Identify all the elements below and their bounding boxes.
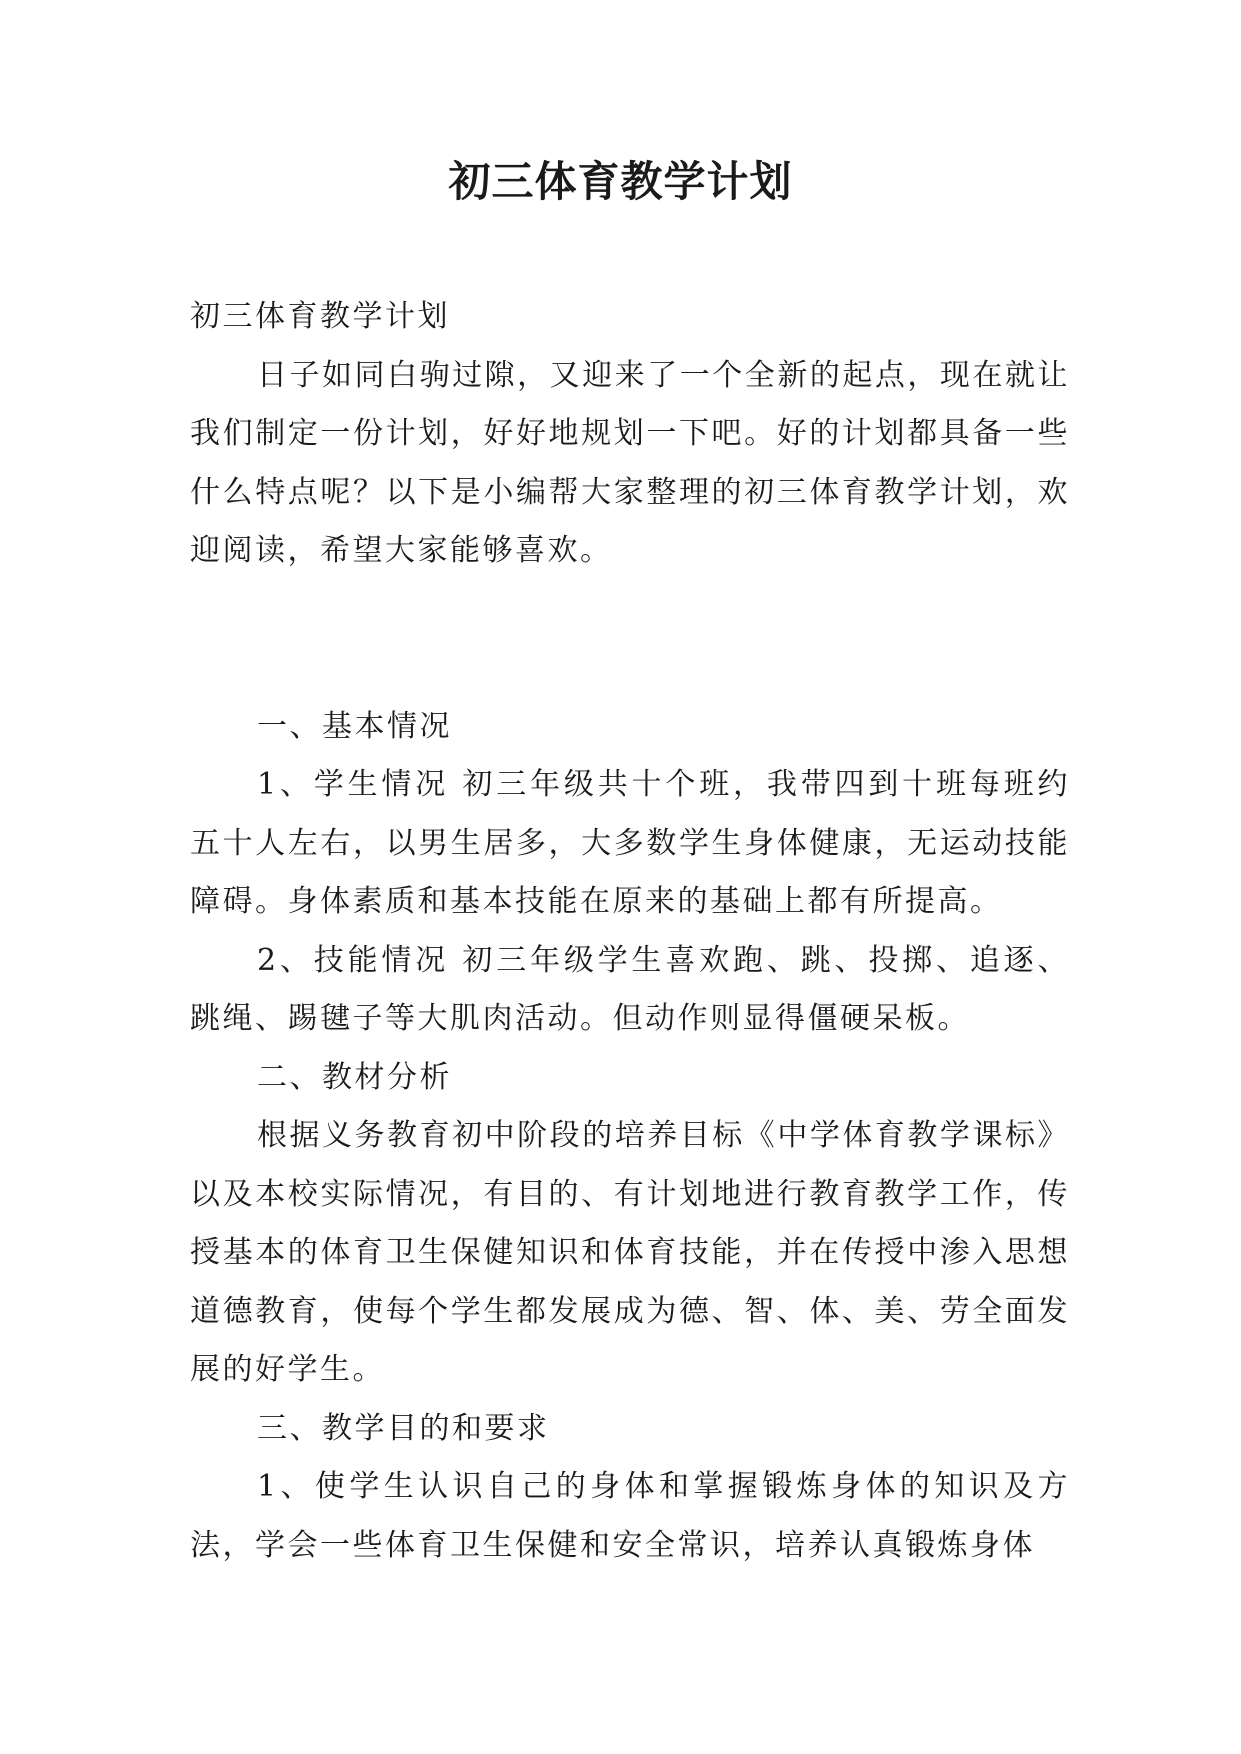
intro-paragraph: 日子如同白驹过隙，又迎来了一个全新的起点，现在就让我们制定一份计划，好好地规划一下吧。好的计划都具备一些什么特点呢？以下是小编帮大家整理的初三体育教学计划，欢迎阅读，希望大家能够喜欢。 [190, 357, 1070, 568]
section-heading-basic: 一、基本情况 [257, 708, 452, 744]
document-title: 初三体育教学计划 [448, 157, 793, 206]
section-heading-goals: 三、教学目的和要求 [257, 1410, 550, 1446]
paragraph-gap [190, 581, 1070, 698]
paragraph-student-situation: 1、学生情况 初三年级共十个班，我带四到十班每班约五十人左右，以男生居多，大多数学生身体健康，无运动技能障碍。身体素质和基本技能在原来的基础上都有所提高。 [190, 767, 1070, 919]
paragraph-materials-analysis: 根据义务教育初中阶段的培养目标《中学体育教学课标》以及本校实际情况，有目的、有计划地进行教育教学工作，传授基本的体育卫生保健知识和体育技能，并在传授中渗入思想道德教育，使每个学生都发展成为德、智、体、美、劳全面发展的好学生。 [190, 1118, 1070, 1387]
subtitle-line: 初三体育教学计划 [190, 299, 450, 334]
document-body [190, 288, 1070, 1575]
paragraph-goal-1: 1、使学生认识自己的身体和掌握锻炼身体的知识及方法，学会一些体育卫生保健和安全常识，培养认真锻炼身体 [190, 1469, 1070, 1563]
section-heading-materials: 二、教材分析 [257, 1059, 452, 1095]
paragraph-skill-situation: 2、技能情况 初三年级学生喜欢跑、跳、投掷、追逐、跳绳、踢毽子等大肌肉活动。但动作则显得僵硬呆板。 [190, 942, 1070, 1036]
